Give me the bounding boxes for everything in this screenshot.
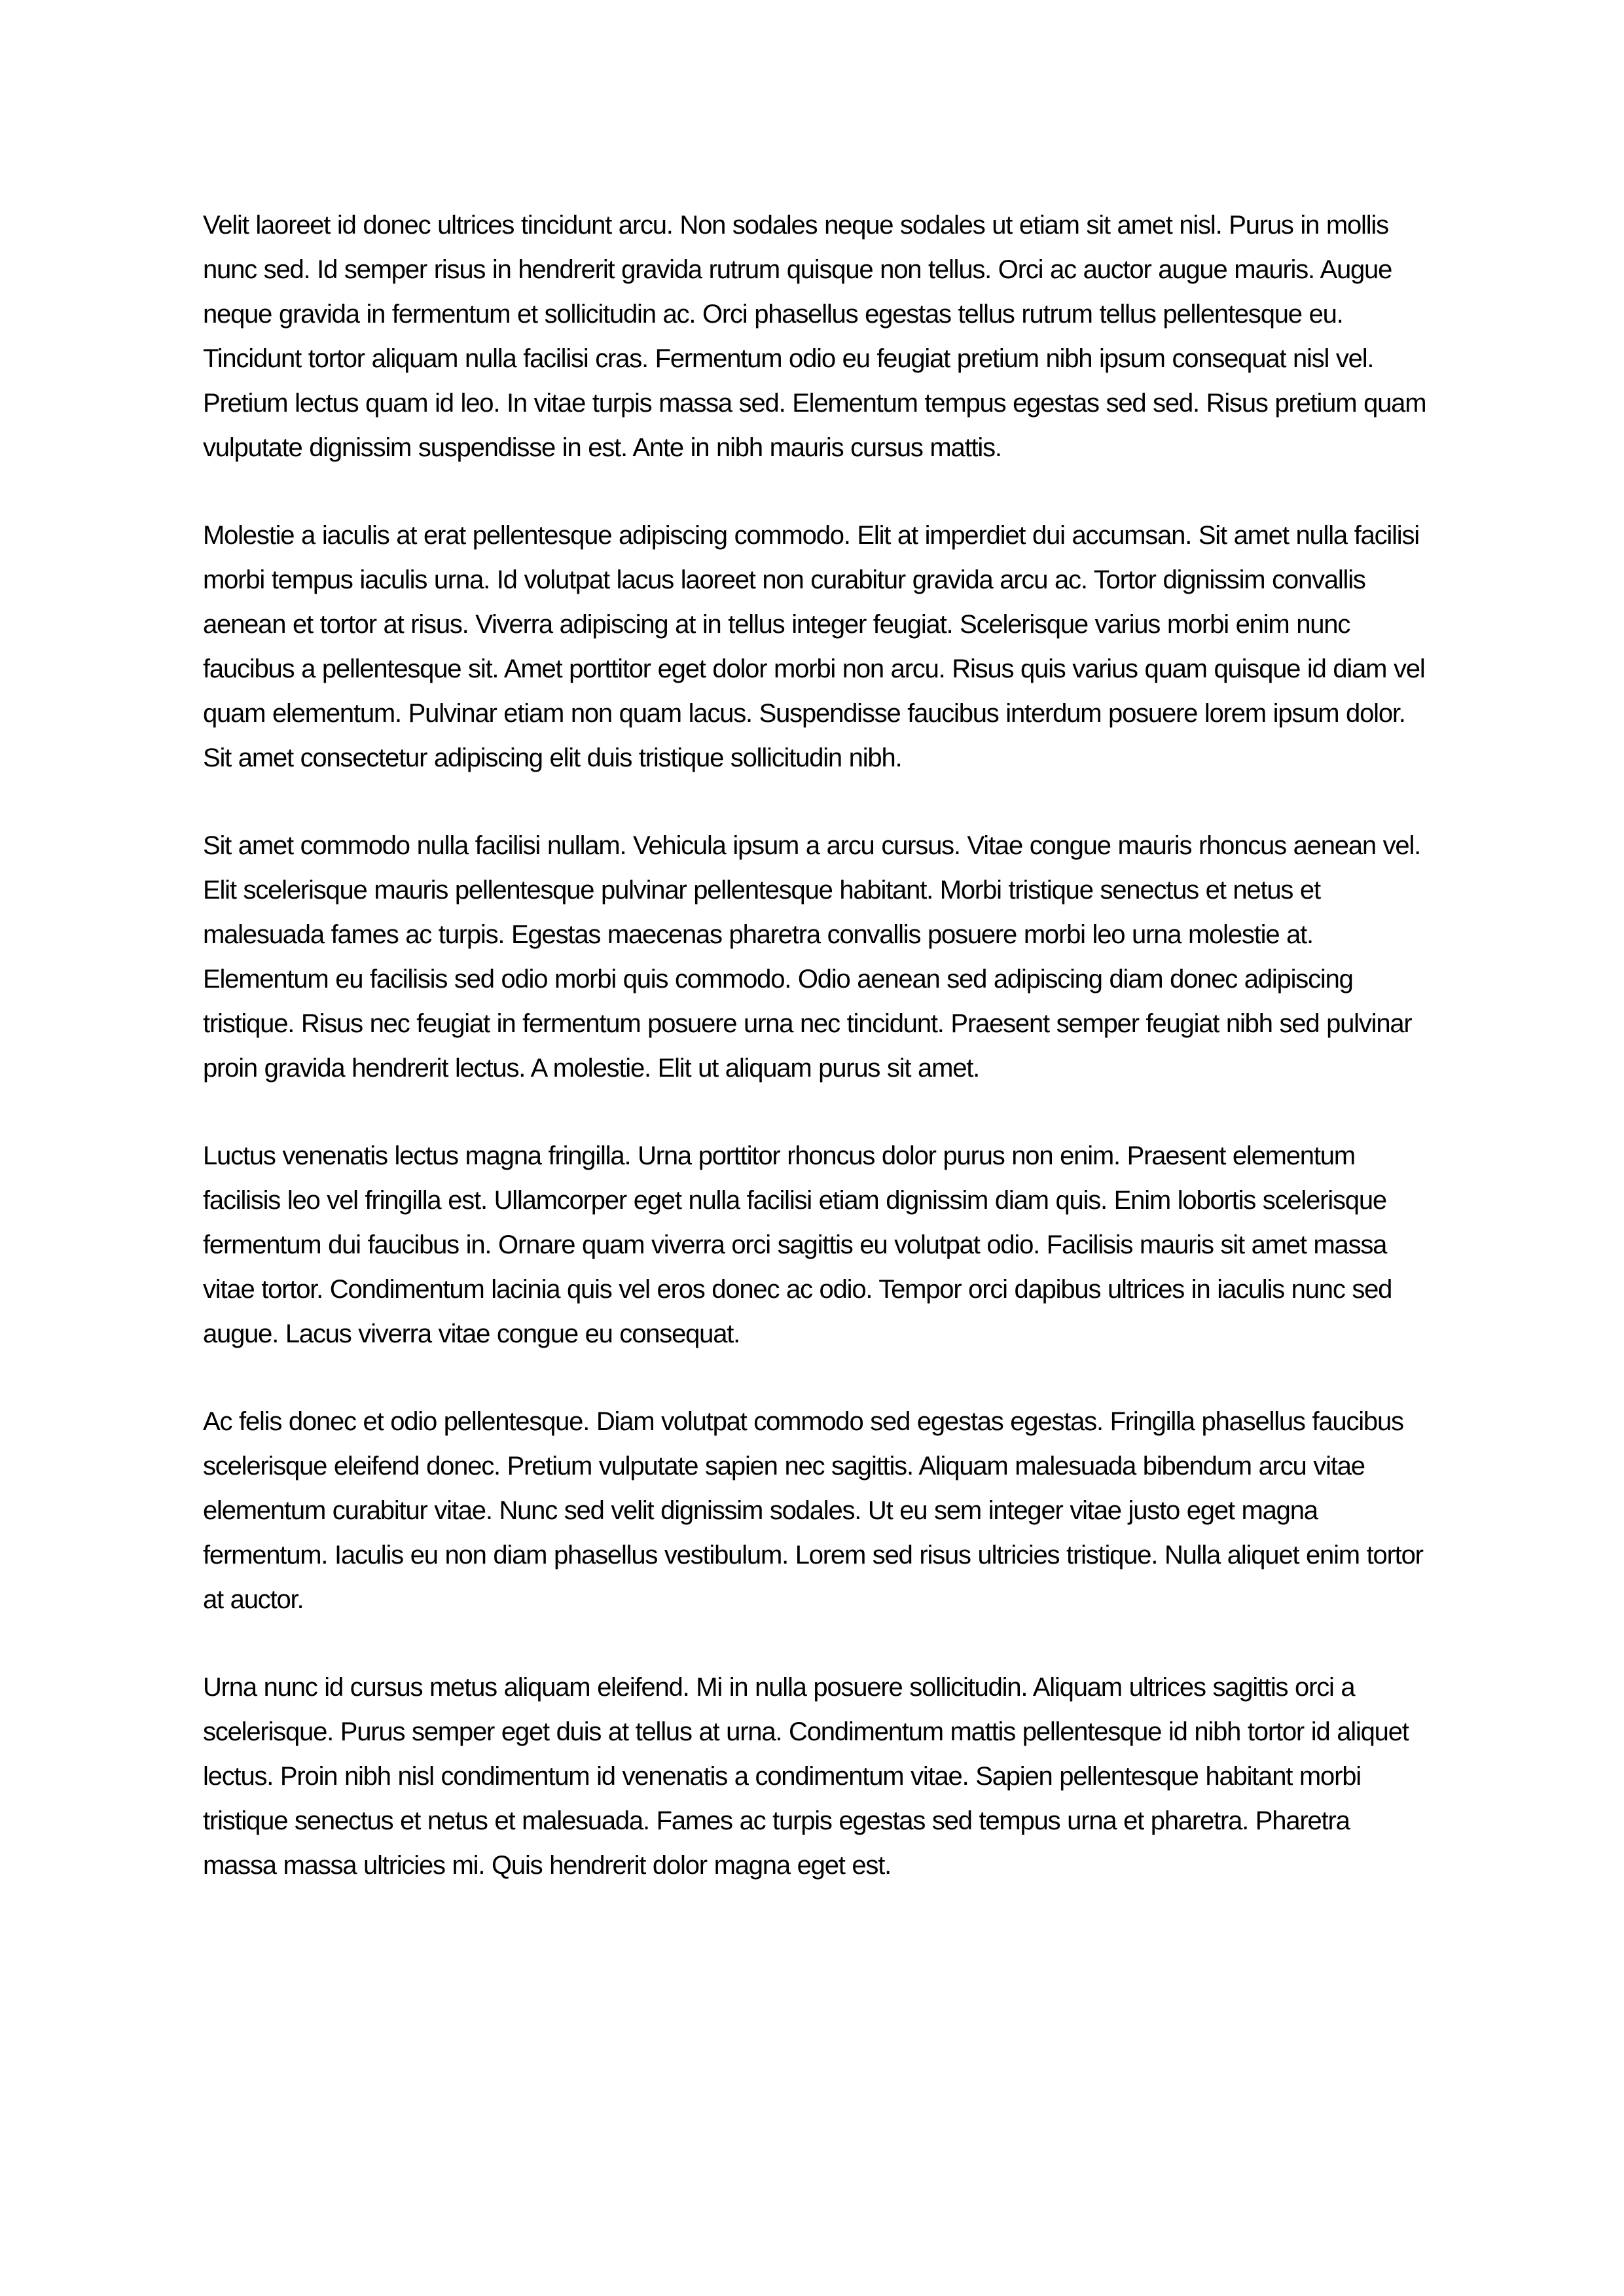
paragraph: Molestie a iaculis at erat pellentesque adipiscing commodo. Elit at imperdiet dui accumsan. Sit amet nulla facilisi morbi tempus iaculis urna. Id volutpat lacus laoreet non curabitur gravida arcu ac. Tortor dignissim convallis aenean et tortor at risus. Viverra adipiscing at in tellus integer feugiat. Scelerisque varius morbi enim nunc faucibus a pellentesque sit. Amet porttitor eget dolor morbi non arcu. Risus quis varius quam quisque id diam vel quam elementum. Pulvinar etiam non quam lacus. Suspendisse faucibus interdum posuere lorem ipsum dolor. Sit amet consectetur adipiscing elit duis tristique sollicitudin nibh. [203, 521, 1425, 772]
paragraph: Urna nunc id cursus metus aliquam eleifend. Mi in nulla posuere sollicitudin. Aliquam ultrices sagittis orci a scelerisque. Purus semper eget duis at tellus at urna. Condimentum mattis pellentesque id nibh tortor id aliquet lectus. Proin nibh nisl condimentum id venenatis a condimentum vitae. Sapien pellentesque habitant morbi tristique senectus et netus et malesuada. Fames ac turpis egestas sed tempus urna et pharetra. Pharetra massa massa ultricies mi. Quis hendrerit dolor magna eget est. [203, 1673, 1409, 1880]
paragraph: Velit laoreet id donec ultrices tincidunt arcu. Non sodales neque sodales ut etiam sit amet nisl. Purus in mollis nunc sed. Id semper risus in hendrerit gravida rutrum quisque non tellus. Orci ac auctor augue mauris. Augue neque gravida in fermentum et sollicitudin ac. Orci phasellus egestas tellus rutrum tellus pellentesque eu. Tincidunt tortor aliquam nulla facilisi cras. Fermentum odio eu feugiat pretium nibh ipsum consequat nisl vel. Pretium lectus quam id leo. In vitae turpis massa sed. Elementum tempus egestas sed sed. Risus pretium quam vulputate dignissim suspendisse in est. Ante in nibh mauris cursus mattis. [203, 211, 1426, 462]
paragraph: Ac felis donec et odio pellentesque. Diam volutpat commodo sed egestas egestas. Fringilla phasellus faucibus scelerisque eleifend donec. Pretium vulputate sapien nec sagittis. Aliquam malesuada bibendum arcu vitae elementum curabitur vitae. Nunc sed velit dignissim sodales. Ut eu sem integer vitae justo eget magna fermentum. Iaculis eu non diam phasellus vestibulum. Lorem sed risus ultricies tristique. Nulla aliquet enim tortor at auctor. [203, 1407, 1423, 1614]
paragraph: Sit amet commodo nulla facilisi nullam. Vehicula ipsum a arcu cursus. Vitae congue mauris rhoncus aenean vel. Elit scelerisque mauris pellentesque pulvinar pellentesque habitant. Morbi tristique senectus et netus et malesuada fames ac turpis. Egestas maecenas pharetra convallis posuere morbi leo urna molestie at. Elementum eu facilisis sed odio morbi quis commodo. Odio aenean sed adipiscing diam donec adipiscing tristique. Risus nec feugiat in fermentum posuere urna nec tincidunt. Praesent semper feugiat nibh sed pulvinar proin gravida hendrerit lectus. A molestie. Elit ut aliquam purus sit amet. [203, 831, 1421, 1083]
paragraph: Luctus venenatis lectus magna fringilla. Urna porttitor rhoncus dolor purus non enim. Praesent elementum facilisis leo vel fringilla est. Ullamcorper eget nulla facilisi etiam dignissim diam quis. Enim lobortis scelerisque fermentum dui faucibus in. Ornare quam viverra orci sagittis eu volutpat odio. Facilisis mauris sit amet massa vitae tortor. Condimentum lacinia quis vel eros donec ac odio. Tempor orci dapibus ultrices in iaculis nunc sed augue. Lacus viverra vitae congue eu consequat. [203, 1141, 1392, 1348]
